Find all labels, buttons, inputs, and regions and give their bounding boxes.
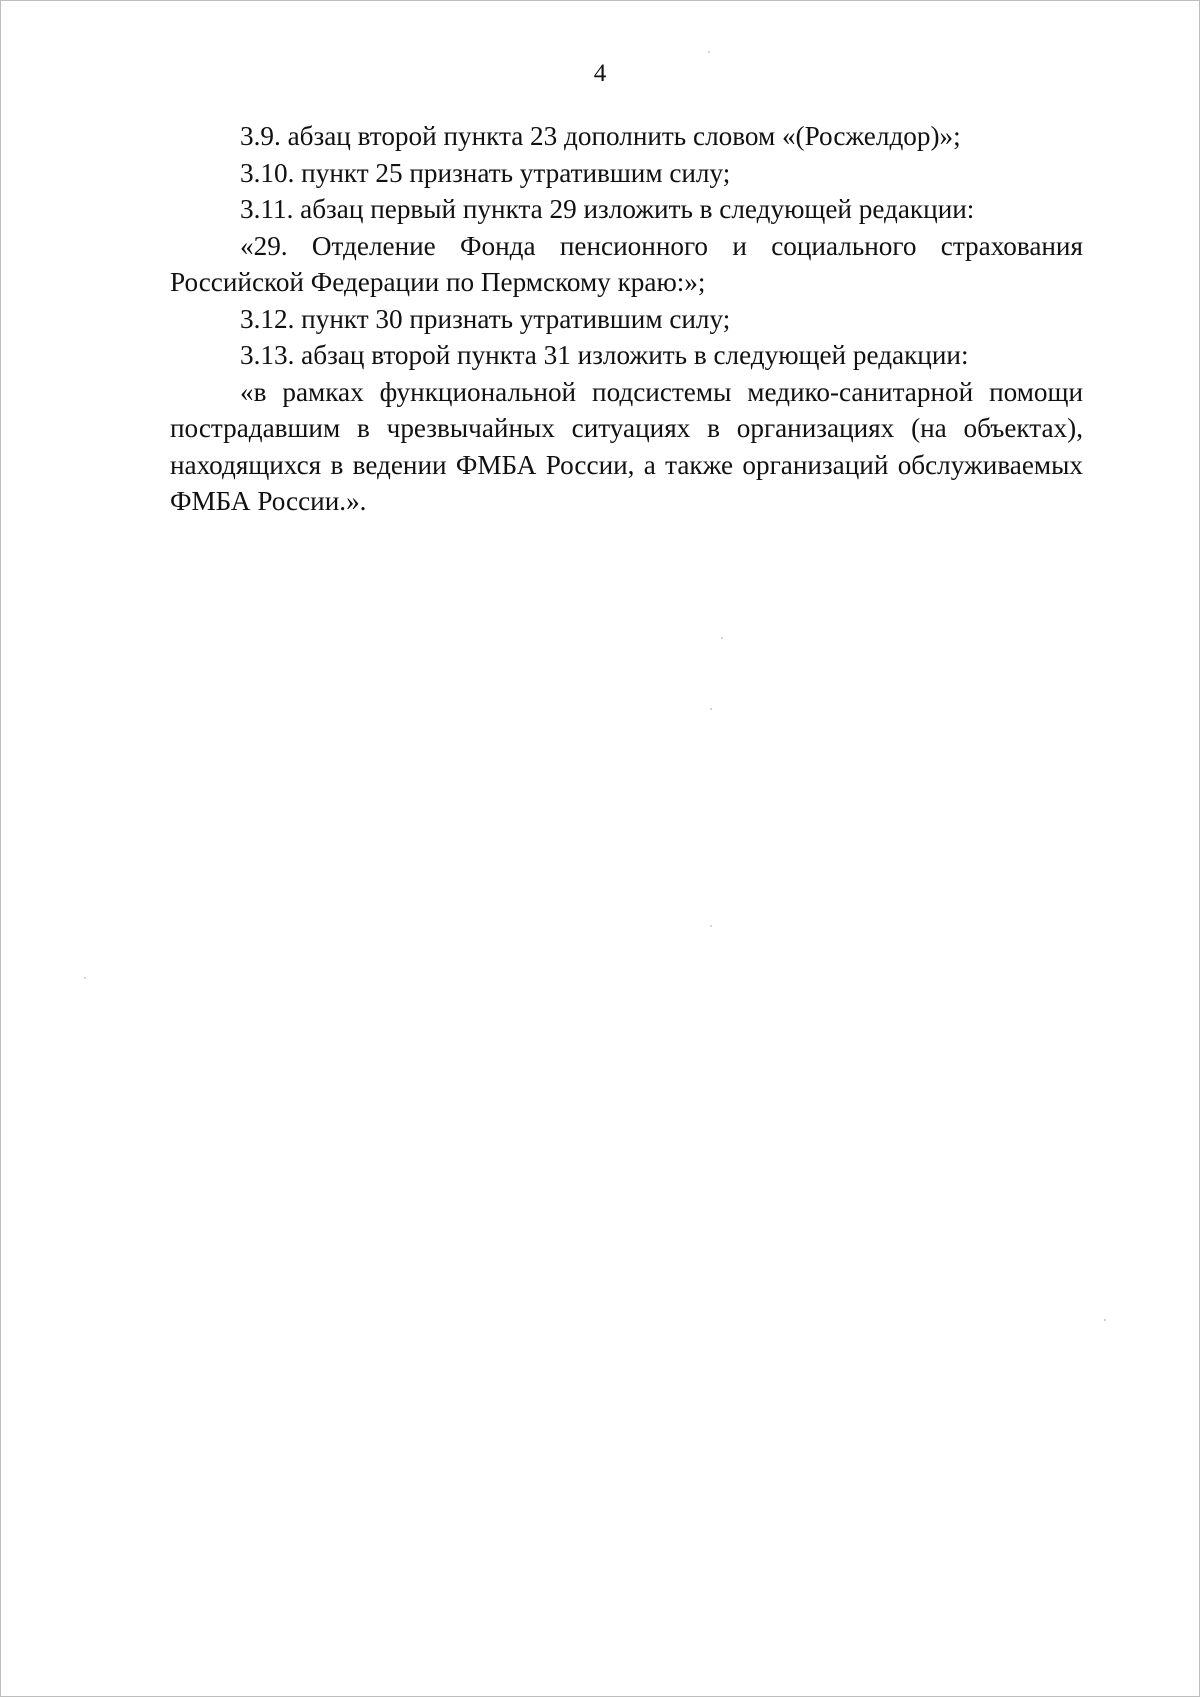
paragraph-3-12: 3.12. пункт 30 признать утратившим силу; [240, 303, 731, 334]
scan-speck [710, 708, 712, 710]
document-body [170, 118, 1083, 520]
scan-speck [710, 925, 712, 927]
paragraph-quote-31: «в рамках функциональной подсистемы медико-санитарной помощи пострадавшим в чрезвычайных ситуациях в организациях (на объектах), находящихся в ведении ФМБА России, а также организаций обслуживаемых ФМБА России.». [170, 376, 1083, 516]
paragraph-3-10: 3.10. пункт 25 признать утратившим силу; [240, 157, 731, 188]
page-number: 4 [593, 60, 607, 87]
scan-speck [721, 637, 723, 639]
paragraph-3-11: 3.11. абзац первый пункта 29 изложить в следующей редакции: [240, 194, 975, 224]
scan-speck [84, 977, 86, 979]
scan-speck [1104, 1319, 1106, 1321]
paragraph-quote-29: «29. Отделение Фонда пенсионного и социального страхования Российской Федерации по Пермскому краю:»; [170, 230, 1083, 297]
paragraph-3-13: 3.13. абзац второй пункта 31 изложить в следующей редакции: [240, 340, 969, 370]
paragraph-3-9: 3.9. абзац второй пункта 23 дополнить словом «(Росжелдор)»; [240, 121, 961, 151]
scan-speck [708, 51, 710, 53]
